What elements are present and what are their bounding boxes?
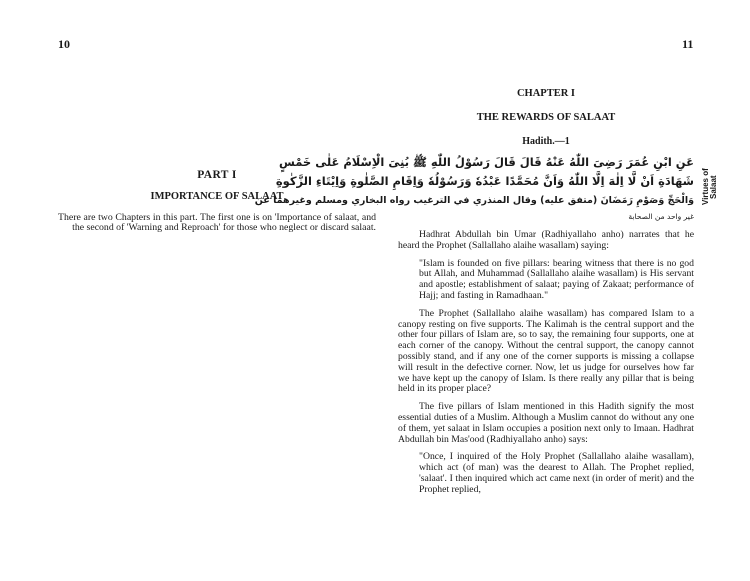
- side-label-line-1: Virtues of: [701, 168, 710, 206]
- part-intro-paragraph: There are two Chapters in this part. The first one is on 'Importance of salaat, and the second of 'Warning and Reproach' for those who neglect or discard salaat.: [58, 212, 376, 234]
- side-running-title: [702, 157, 718, 217]
- narration-paragraph: Hadhrat Abdullah bin Umar (Radhiyallaho anho) narrates that he heard the Prophet (Sallallaho alaihe wasallam) saying:: [398, 229, 694, 251]
- arabic-line-3: وَالْحَجِّ وَصَوْمِ رَمَضَانَ (متفق عليه) وقال المنذري في الترغيب رواه البخاري ومسلم وغيرهما عن: [254, 195, 694, 206]
- hadith-quote: "Islam is founded on five pillars: bearing witness that there is no god but Allah, and Muhammad (Sallallaho alaihe wasallam) is His servant and apostle; establishment of salaat; paying of Zakaat; performance of Hajj; and fasting in Ramadhaan.": [419, 257, 694, 301]
- chapter-heading: CHAPTER I: [516, 88, 576, 99]
- second-quote: "Once, I inquired of the Holy Prophet (Sallallaho alaihe wasallam), which act (of man) was the dearest to Allah. The Prophet replied, 'salaat'. I then inquired which act came next (in order of merit) and the Prophet replied,: [419, 451, 694, 495]
- arabic-line-1: عَنِ ابْنِ عُمَرَ رَضِىَ اللّٰهُ عَنْهُ قَالَ قَالَ رَسُوْلُ اللّٰهِ ﷺ بُنِىَ الْاِسْلَامُ عَلٰى خَمْسٍ: [278, 155, 694, 169]
- arabic-hadith-text: [254, 153, 718, 223]
- chapter-title: THE REWARDS OF SALAAT: [476, 112, 616, 123]
- canopy-paragraph: The Prophet (Sallallaho alaihe wasallam) has compared Islam to a canopy resting on five supports. The Kalimah is the central support and the other four pillars of Islam are, so to say, the remaining four supports, one at each corner of the canopy. Without the central support, the canopy cannot possibly stand, and if any one of the corner supports is missing a collapse will result in the defective corner. Now, let us judge for ourselves how far we have kept up the canopy of Islam. Is there really any pillar that is being held in its proper place?: [398, 307, 694, 395]
- side-label-line-2: Salaat: [709, 175, 718, 199]
- pillars-paragraph: The five pillars of Islam mentioned in this Hadith signify the most essential duties of a Muslim. Although a Muslim cannot do without any one of them, yet salaat in Islam occupies a position next only to Imaan. Hadhrat Abdullah bin Mas'ood (Radhiyallaho anho) says:: [398, 401, 694, 445]
- page-number-left: 10: [58, 37, 70, 51]
- part-subtitle: IMPORTANCE OF SALAAT: [150, 191, 284, 202]
- arabic-line-4: غير واحد من الصحابة: [628, 212, 694, 221]
- hadith-heading: Hadith.—1: [522, 136, 570, 147]
- part-title: PART I: [197, 169, 237, 181]
- page-number-right: 11: [682, 37, 694, 51]
- arabic-line-2: شَهَادَةِ اَنْ لَّا اِلٰهَ اِلَّا اللّٰهُ وَاَنَّ مُحَمَّدًا عَبْدُهٗ وَرَسُوْلُهٗ وَاِقَامِ الصَّلٰوةِ وَاِيْتَاءِ الزَّكٰوةِ: [275, 174, 694, 188]
- right-page-content: [254, 88, 718, 496]
